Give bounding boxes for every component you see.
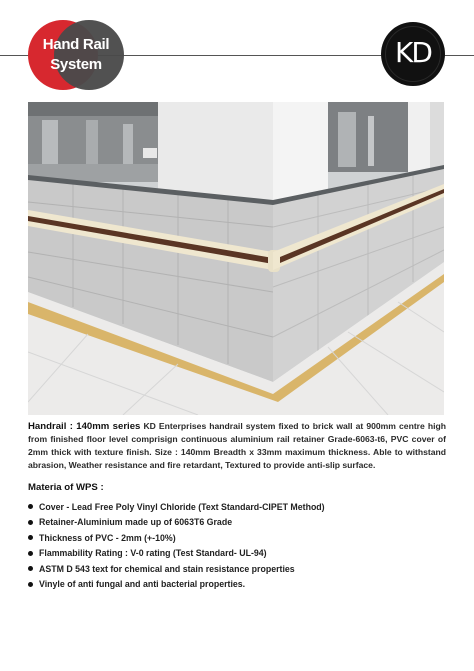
list-item: Retainer-Aluminium made up of 6063T6 Grade bbox=[28, 515, 325, 531]
bullet-icon bbox=[28, 520, 33, 525]
bullet-icon bbox=[28, 504, 33, 509]
bullet-icon bbox=[28, 535, 33, 540]
title-badge bbox=[28, 20, 124, 90]
bullet-icon bbox=[28, 551, 33, 556]
product-description bbox=[28, 420, 446, 472]
badge-title-line1: Hand Rail bbox=[42, 36, 110, 53]
kd-logo-text: KD bbox=[395, 36, 431, 69]
bullet-icon bbox=[28, 566, 33, 571]
materials-title: Materia of WPS : bbox=[28, 482, 104, 493]
description-lead: Handrail : 140mm series bbox=[28, 421, 141, 432]
bullet-icon bbox=[28, 582, 33, 587]
list-item: Thickness of PVC - 2mm (+-10%) bbox=[28, 530, 325, 546]
list-item: Cover - Lead Free Poly Vinyl Chloride (Text Standard-CIPET Method) bbox=[28, 499, 325, 515]
kd-logo bbox=[381, 22, 445, 86]
list-item: ASTM D 543 text for chemical and stain resistance properties bbox=[28, 561, 325, 577]
badge-dark-circle bbox=[54, 20, 124, 90]
list-item: Flammability Rating : V-0 rating (Test Standard- UL-94) bbox=[28, 546, 325, 562]
list-item: Vinyle of anti fungal and anti bacterial properties. bbox=[28, 577, 325, 593]
product-photo bbox=[28, 102, 444, 415]
materials-list bbox=[28, 499, 325, 592]
description-body: KD Enterprises handrail system fixed to brick wall at 900mm centre high from finished floor level comprisign continuous aluminium rail retainer Grade-6063-t6, PVC cover of 2mm thick with texture finish. Size : 140mm Breadth x 33mm maximum thickness. Able to withstand abrasion, Weather resistance and fire retardant, Textured to provide anti-slip surface. bbox=[28, 421, 446, 470]
handrail-photo-illustration bbox=[28, 102, 444, 415]
badge-title-line2: System bbox=[50, 56, 102, 73]
